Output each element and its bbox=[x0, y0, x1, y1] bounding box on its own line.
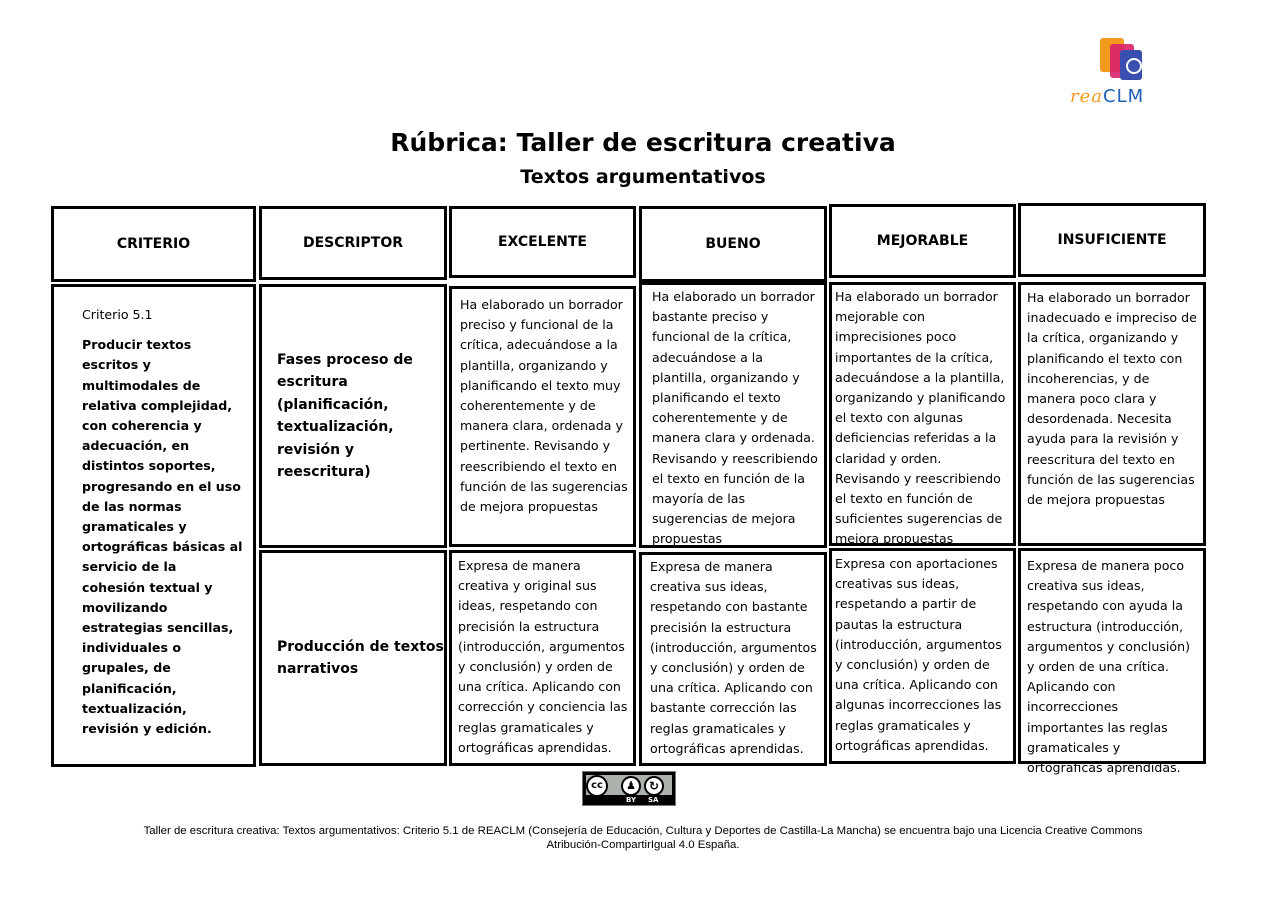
criterion-text: Producir textos escritos y multimodales de relativa complejidad, con coherencia y adecuación, en distintos soportes, progresando en el uso de las normas gramaticales y ortográficas básicas al servicio de la cohesión textual y movilizando estrategias sencillas, individuales o grupales, de planificación, textualización, revisión y edición. bbox=[82, 337, 243, 737]
cc-license-badge[interactable] bbox=[582, 771, 676, 806]
cell-row2-mejorable: Expresa con aportaciones creativas sus ideas, respetando a partir de pautas la estructura (introducción, argumentos y conclusión) y orden de una crítica. Aplicando con algunas incorrecciones las reglas gramaticales y ortográficas aprendidas. bbox=[829, 548, 1016, 764]
cell-row1-insuficiente: Ha elaborado un borrador inadecuado e impreciso de la crítica, organizando y planificando el texto con incoherencias, y de manera poco clara y desordenada. Necesita ayuda para la revisión y reescritura del texto en función de las sugerencias de mejora propuestas bbox=[1018, 282, 1206, 546]
license-footer: Taller de escritura creativa: Textos argumentativos: Criterio 5.1 de REACLM (Consejería de Educación, Cultura y Deportes de Castilla-La Mancha) se encuentra bajo una Licencia Creative Commons Atribución-CompartirIgual 4.0 España. bbox=[143, 825, 1143, 851]
cell-row1-excelente: Ha elaborado un borrador preciso y funcional de la crítica, adecuándose a la plantilla, organizando y planificando el texto muy coherentemente y de manera clara, ordenada y pertinente. Revisando y reescribiendo el texto en función de las sugerencias de mejora propuestas bbox=[449, 286, 636, 547]
header-bueno: BUENO bbox=[639, 206, 827, 282]
header-excelente: EXCELENTE bbox=[449, 206, 636, 278]
page-subtitle: Textos argumentativos bbox=[520, 166, 766, 188]
criterion-code: Criterio 5.1 bbox=[82, 307, 153, 322]
cc-logo-icon: cc bbox=[586, 775, 608, 797]
cell-row2-excelente: Expresa de manera creativa y original sus ideas, respetando con precisión la estructura (introducción, argumentos y conclusión) y orden de una crítica. Aplicando con corrección y conciencia las reglas gramaticales y ortográficas aprendidas. bbox=[449, 550, 636, 766]
by-person-icon: ♟ bbox=[621, 776, 641, 796]
by-label: BY bbox=[626, 796, 637, 804]
reaclm-logo bbox=[1068, 36, 1178, 112]
header-descriptor: DESCRIPTOR bbox=[259, 206, 447, 280]
header-criterio: CRITERIO bbox=[51, 206, 256, 282]
cell-row2-bueno: Expresa de manera creativa sus ideas, respetando con bastante precisión la estructura (introducción, argumentos y conclusión) y orden de una crítica. Aplicando con bastante corrección las reglas gramaticales y ortográficas aprendidas. bbox=[639, 552, 827, 766]
cell-row2-insuficiente: Expresa de manera poco creativa sus ideas, respetando con ayuda la estructura (introducción, argumentos y conclusión) y orden de una crítica. Aplicando con incorrecciones importantes las reglas gramaticales y ortográficas aprendidas. bbox=[1018, 548, 1206, 764]
descriptor-row-2: Producción de textos narrativos bbox=[259, 550, 447, 766]
cell-row1-bueno: Ha elaborado un borrador bastante preciso y funcional de la crítica, adecuándose a la plantilla, organizando y planificando el texto coherentemente y de manera clara y ordenada. Revisando y reescribiendo el texto en función de la mayoría de las sugerencias de mejora propuestas bbox=[639, 282, 827, 548]
sa-label: SA bbox=[648, 796, 659, 804]
descriptor-row-1: Fases proceso de escritura (planificación, textualización, revisión y reescritura) bbox=[259, 284, 447, 548]
criterion-cell bbox=[51, 284, 256, 767]
header-insuficiente: INSUFICIENTE bbox=[1018, 203, 1206, 277]
cell-row1-mejorable: Ha elaborado un borrador mejorable con imprecisiones poco importantes de la crítica, adecuándose a la plantilla, organizando y planificando el texto con algunas deficiencias referidas a la claridad y orden. Revisando y reescribiendo el texto en función de suficientes sugerencias de mejora propuestas bbox=[829, 282, 1016, 546]
sa-share-icon: ↻ bbox=[644, 776, 664, 796]
logo-wordmark: reaCLM bbox=[1070, 86, 1145, 107]
logo-cursor-icon bbox=[1126, 58, 1142, 74]
header-mejorable: MEJORABLE bbox=[829, 204, 1016, 278]
page-title: Rúbrica: Taller de escritura creativa bbox=[390, 128, 896, 157]
